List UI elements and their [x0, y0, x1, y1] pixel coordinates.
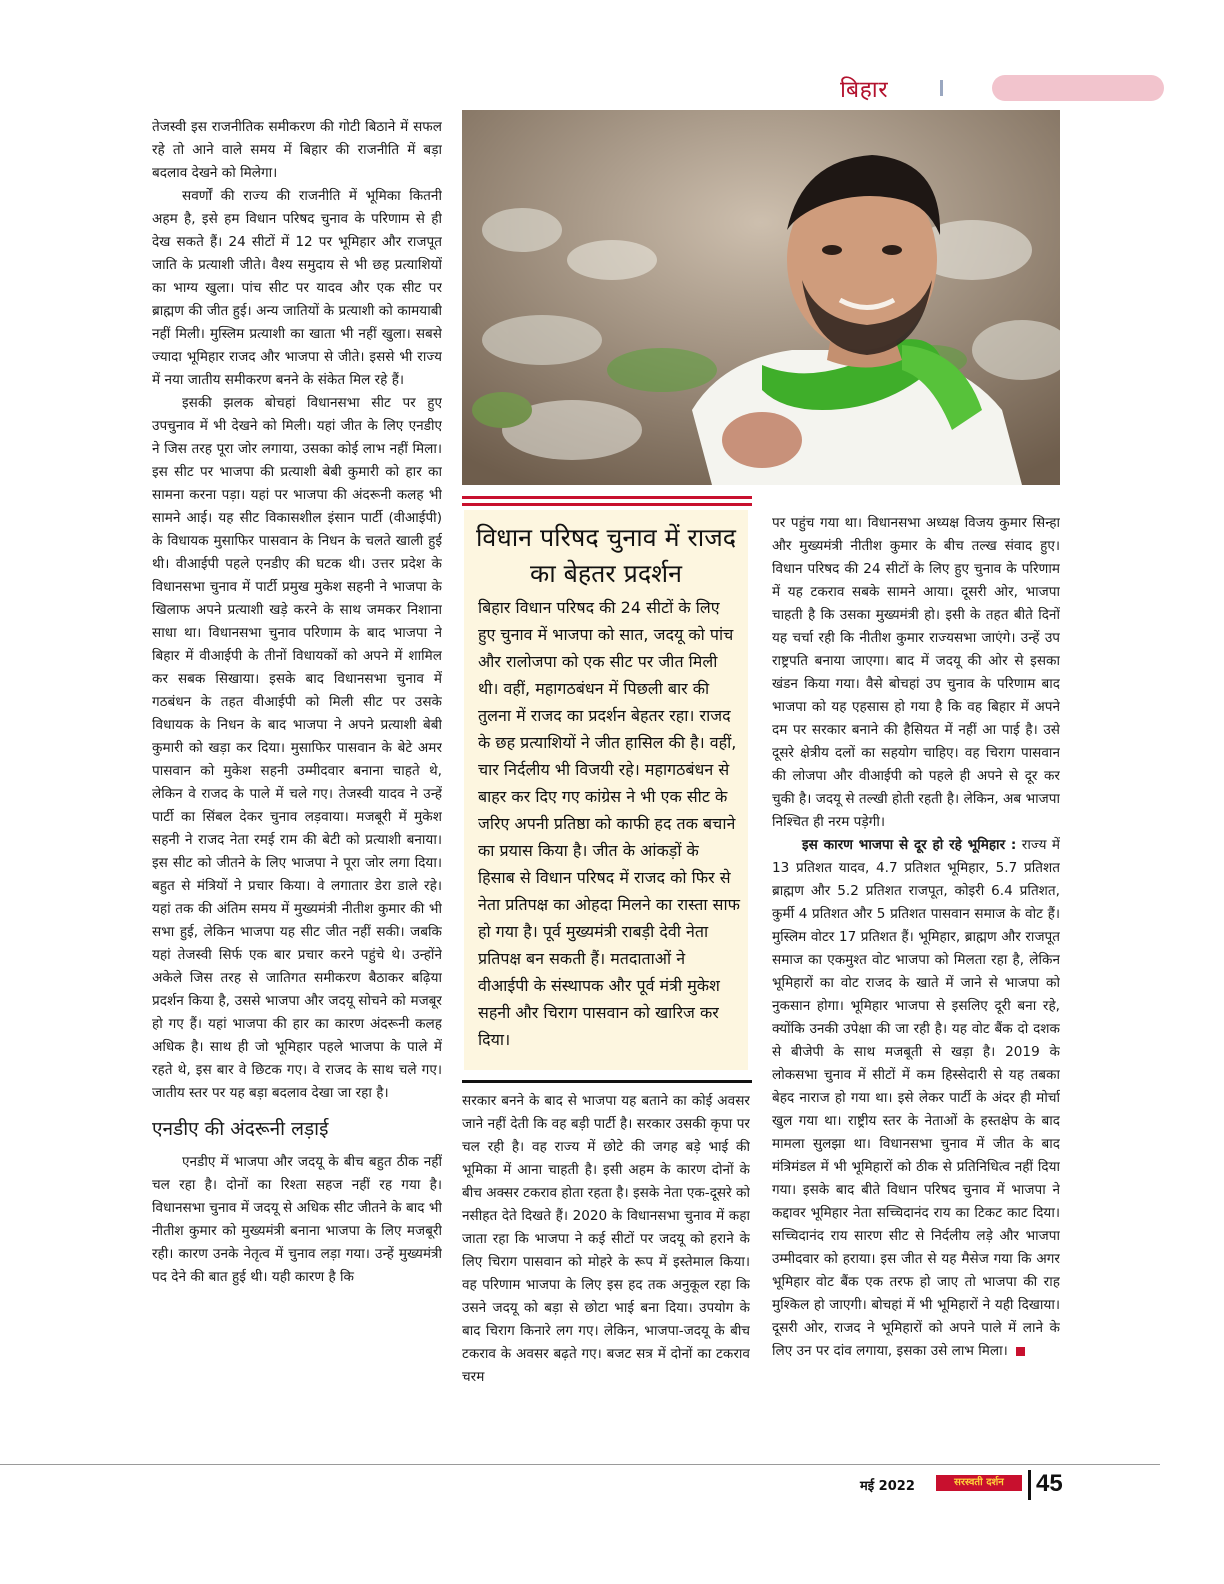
paragraph: सरकार बनने के बाद से भाजपा यह बताने का कोई अवसर जाने नहीं देती कि वह बड़ी पार्टी है। सरकार उसकी कृपा पर चल रही है। वह राज्य में छोटे की जगह बड़े भाई की भूमिका में आना चाहती है। इसी अहम के कारण दोनों के बीच अक्सर टकराव होता रहता है। इसके नेता एक-दूसरे को नसीहत देते दिखते हैं। 2020 के विधानसभा चुनाव में कहा जाता रहा कि भाजपा ने कई सीटों पर जदयू को हराने के लिए चिराग पासवान को मोहरे के रूप में इस्तेमाल किया। वह परिणाम भाजपा के लिए इस हद तक अनुकूल रहा कि उसने जदयू को बड़ा से छोटा भाई बना दिया। उपयोग के बाद चिराग किनारे लग गए। लेकिन, भाजपा-जदयू के बीच टकराव के अवसर बढ़ते गए। बजट सत्र में दोनों का टकराव चरम [462, 1093, 750, 1385]
lead-bold: इस कारण भाजपा से दूर हो रहे भूमिहार : [802, 837, 1017, 853]
paragraph: सवर्णों की राज्य की राजनीति में भूमिका कितनी अहम है, इसे हम विधान परिषद चुनाव के परिणाम से ही देख सकते हैं। 24 सीटों में 12 पर भूमिहार और राजपूत जाति के प्रत्याशी जीते। वैश्य समुदाय से भी छह प्रत्याशियों का भाग्य खुला। पांच सीट पर यादव और एक सीट पर ब्राह्मण की जीत हुई। अन्य जातियों के प्रत्याशी को कामयाबी नहीं मिली। मुस्लिम प्रत्याशी का खाता भी नहीं खुला। सबसे ज्यादा भूमिहार राजद और भाजपा से जीते। इससे भी राज्य में नया जातीय समीकरण बनने के संकेत मिल रहे हैं। [152, 188, 442, 388]
article-photo [462, 110, 1060, 485]
section-title: बिहार [840, 77, 889, 103]
footer [860, 1470, 1063, 1500]
box-title: विधान परिषद चुनाव में राजद का बेहतर प्रदर्शन [475, 523, 737, 588]
middle-column [462, 1090, 750, 1450]
subheading: एनडीए की अंदरूनी लड़ाई [152, 1118, 329, 1140]
box-top-rules [462, 496, 752, 506]
right-column [772, 512, 1060, 1452]
header-decoration-pill [992, 75, 1164, 101]
footer-divider [1028, 1470, 1031, 1500]
paragraph-text: राज्य में 13 प्रतिशत यादव, 4.7 प्रतिशत भूमिहार, 5.7 प्रतिशत ब्राह्मण और 5.2 प्रतिशत राजपूत, कोइरी 6.4 प्रतिशत, कुर्मी 4 प्रतिशत और 5 प्रतिशत पासवान समाज के वोट हैं। मुस्लिम वोटर 17 प्रतिशत हैं। भूमिहार, ब्राह्मण और राजपूत समाज का एकमुश्त वोट भाजपा को मिलता रहा है, लेकिन भूमिहारों का वोट राजद के खाते में जाने से भाजपा को नुकसान होगा। भूमिहार भाजपा से इसलिए दूरी बना रहे, क्योंकि उनकी उपेक्षा की जा रही है। यह वोट बैंक दो दशक से बीजेपी के साथ मजबूती से खड़ा है। 2019 के लोकसभा चुनाव में सीटों में कम हिस्सेदारी से यह तबका बेहद नाराज हो गया था। इसे लेकर पार्टी के अंदर ही मोर्चा खुल गया था। राष्ट्रीय स्तर के नेताओं के हस्तक्षेप के बाद मामला सुलझा था। विधानसभा चुनाव में जीत के बाद मंत्रिमंडल में भी भूमिहारों को ठीक से प्रतिनिधित्व नहीं दिया गया। इसके बाद बीते विधान परिषद चुनाव में भाजपा ने कद्दावर भूमिहार नेता सच्चिदानंद राय का टिकट काट दिया। सच्चिदानंद राय सारण सीट से निर्दलीय लड़े और भाजपा उम्मीदवार को हराया। इस जीत से यह मैसेज गया कि अगर भूमिहार वोट बैंक एक तरफ हो जाए तो भाजपा की राह मुश्किल हो जाएगी। बोचहां में भी भूमिहारों ने यही दिखाया। दूसरी ओर, राजद ने भूमिहारों को अपने पाले में लाने के लिए उन पर दांव लगाया, इसका उसे लाभ मिला। [772, 837, 1060, 1359]
box-body: बिहार विधान परिषद की 24 सीटों के लिए हुए चुनाव में भाजपा को सात, जदयू को पांच और रालोजपा को एक सीट पर जीत मिली थी। वहीं, महागठबंधन में पिछली बार की तुलना में राजद का प्रदर्शन बेहतर रहा। राजद के छह प्रत्याशियों ने जीत हासिल की है। वहीं, चार निर्दलीय भी विजयी रहे। महागठबंधन से बाहर कर दिए गए कांग्रेस ने भी एक सीट के जरिए अपनी प्रतिष्ठा को काफी हद तक बचाने का प्रयास किया है। जीत के आंकड़ों के हिसाब से विधान परिषद में राजद को फिर से नेता प्रतिपक्ष का ओहदा मिलने का रास्ता साफ हो गया है। पूर्व मुख्यमंत्री राबड़ी देवी नेता प्रतिपक्ष बन सकती हैं। मतदाताओं ने वीआईपी के संस्थापक और पूर्व मंत्री मुकेश सहनी और चिराग पासवान को खारिज कर दिया। [478, 598, 740, 1049]
issue-date: मई 2022 [860, 1479, 915, 1494]
page-number: 45 [1036, 1470, 1063, 1497]
footer-rule [0, 1464, 1160, 1465]
paragraph: इसकी झलक बोचहां विधानसभा सीट पर हुए उपचुनाव में भी देखने को मिली। यहां जीत के लिए एनडीए ने जिस तरह पूरा जोर लगाया, उसका कोई लाभ नहीं मिला। इस सीट पर भाजपा की प्रत्याशी बेबी कुमारी को हार का सामना करना पड़ा। यहां पर भाजपा की अंदरूनी कलह भी सामने आई। यह सीट विकासशील इंसान पार्टी (वीआईपी) के विधायक मुसाफिर पासवान के निधन के चलते खाली हुई थी। वीआईपी पहले एनडीए की घटक थी। उत्तर प्रदेश के विधानसभा चुनाव में पार्टी प्रमुख मुकेश सहनी ने भाजपा के खिलाफ अपने प्रत्याशी खड़े करने के साथ जमकर निशाना साधा था। विधानसभा चुनाव परिणाम के बाद भाजपा ने बिहार में वीआईपी के तीनों विधायकों को अपने में शामिल कर सबक सिखाया। इसके बाद विधानसभा चुनाव में गठबंधन के तहत वीआईपी को मिली सीट पर उसके विधायक के निधन के बाद भाजपा ने अपने प्रत्याशी बेबी कुमारी को खड़ा कर दिया। मुसाफिर पासवान के बेटे अमर पासवान को मुकेश सहनी उम्मीदवार बनाना चाहते थे, लेकिन वे राजद के पाले में चले गए। तेजस्वी यादव ने उन्हें पार्टी का सिंबल देकर चुनाव लड़वाया। मजबूरी में मुकेश सहनी ने राजद नेता रमई राम की बेटी को प्रत्याशी बनाया। इस सीट को जीतने के लिए भाजपा ने पूरा जोर लगा दिया। बहुत से मंत्रियों ने प्रचार किया। वे लगातार डेरा डाले रहे। यहां तक की अंतिम समय में मुख्यमंत्री नीतीश कुमार की भी सभा हुई, लेकिन भाजपा यह सीट जीत नहीं सकी। जबकि यहां तेजस्वी सिर्फ एक बार प्रचार करने पहुंचे थे। उन्होंने अकेले जिस तरह से जातिगत समीकरण बैठाकर बढ़िया प्रदर्शन किया है, उससे भाजपा और जदयू सोचने को मजबूर हो गए हैं। यहां भाजपा की हार का कारण अंदरूनी कलह अधिक है। साथ ही जो भूमिहार पहले भाजपा के पाले में रहते थे, इस बार वे छिटक गए। वे राजद के साथ चले गए। जातीय स्तर पर यह बड़ा बदलाव देखा जा रहा है। [152, 395, 442, 1101]
paragraph: तेजस्वी इस राजनीतिक समीकरण की गोटी बिठाने में सफल रहे तो आने वाले समय में बिहार की राजनीति में बड़ा बदलाव देखने को मिलेगा। [152, 119, 442, 181]
end-mark-icon [1016, 1347, 1025, 1356]
paragraph-with-lead [772, 834, 1060, 1363]
header-separator [940, 80, 943, 96]
box-bottom-rule [462, 1080, 752, 1083]
paragraph: पर पहुंच गया था। विधानसभा अध्यक्ष विजय कुमार सिन्हा और मुख्यमंत्री नीतीश कुमार के बीच तल्ख संवाद हुए। विधान परिषद की 24 सीटों के लिए हुए चुनाव के परिणाम में यह टकराव सबके सामने आया। दूसरी ओर, भाजपा चाहती है कि उसका मुख्यमंत्री हो। इसी के तहत बीते दिनों यह चर्चा रही कि नीतीश कुमार राज्यसभा जाएंगे। उन्हें उप राष्ट्रपति बनाया जाएगा। बाद में जदयू की ओर से इसका खंडन किया गया। वैसे बोचहां उप चुनाव के परिणाम बाद भाजपा को यह एहसास हो गया है कि वह बिहार में अपने दम पर सरकार बनाने की हैसियत में नहीं आ पाई है। उसे दूसरे क्षेत्रीय दलों का सहयोग चाहिए। वह चिराग पासवान की लोजपा और वीआईपी को पहले ही अपने से दूर कर चुकी है। जदयू से तल्खी होती रहती है। लेकिन, अब भाजपा निश्चित ही नरम पड़ेगी। [772, 515, 1060, 830]
left-column [152, 116, 442, 1446]
person-photo-icon [462, 110, 1060, 485]
magazine-logo: सरस्वती दर्शन [936, 1475, 1022, 1491]
paragraph: एनडीए में भाजपा और जदयू के बीच बहुत ठीक नहीं चल रहा है। दोनों का रिश्ता सहज नहीं रह गया है। विधानसभा चुनाव में जदयू से अधिक सीट जीतने के बाद भी नीतीश कुमार को मुख्यमंत्री बनाना भाजपा के लिए मजबूरी रही। कारण उनके नेतृत्व में चुनाव लड़ा गया। उन्हें मुख्यमंत्री पद देने की बात हुई थी। यही कारण है कि [152, 1154, 442, 1285]
